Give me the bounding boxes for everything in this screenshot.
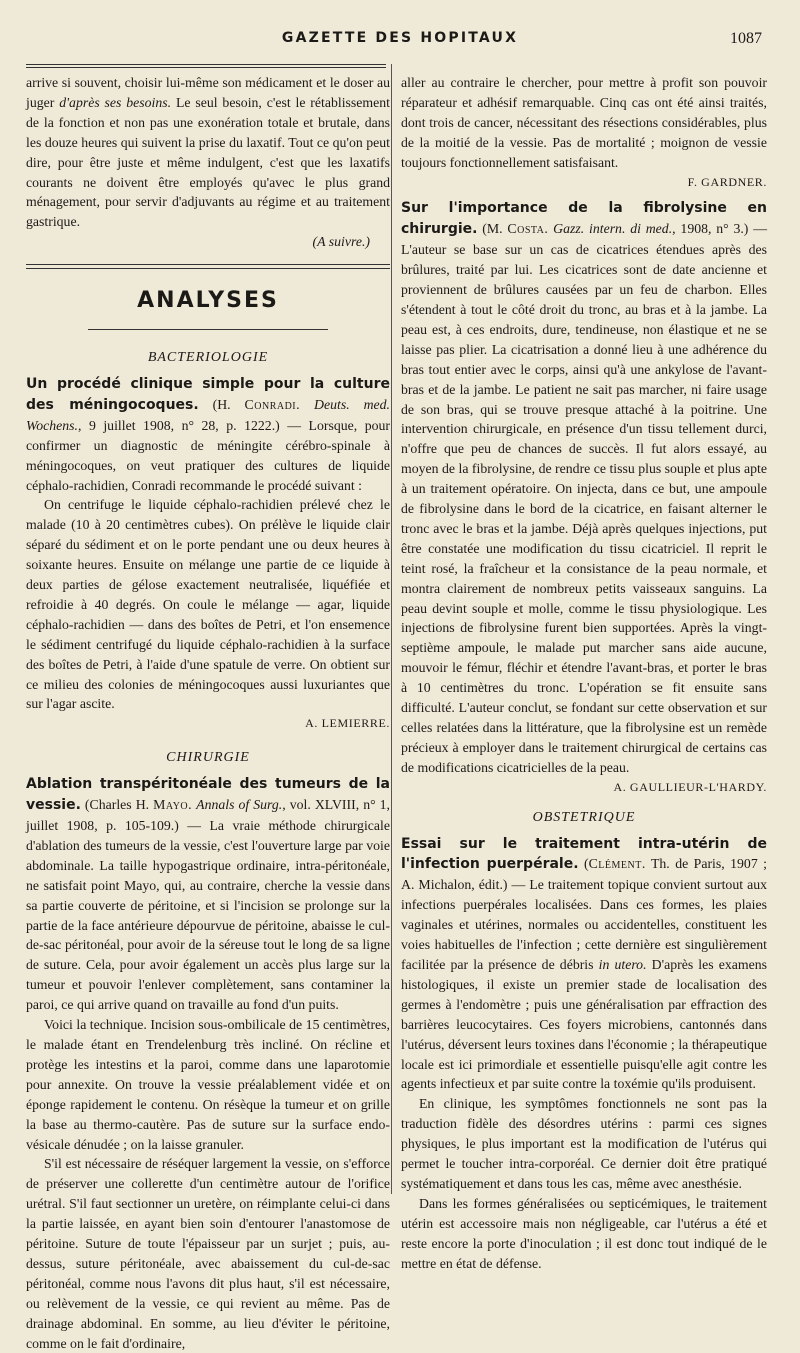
signature: F. GARDNER. — [687, 174, 767, 189]
page-number: 1087 — [730, 30, 762, 47]
article: Ablation transpéritonéale des tumeurs de la vessie. (Charles H. Mayo. Annals of Surg., vol. XLVIII, n° 1, juillet 1908, p. 105-109.) — La vraie méthode chirurgicale d'ablation des tumeurs de la vessie, c'est l'ouverture large par voie abdominale. La taille hypogastrique ordinaire, intra-péritonéale, ne satisfait point Mayo, qui, au contraire, cherche la vessie dans sa partie couverte de péritoine, et si l'incision se prolonge sur la partie de la face antérieure dépourvue de péritoine, abaisse le cul-de-sac péritonéal, pour avoir de la séreuse tout le long de sa ligne de suture. Cela, pour avoir également un accès plus large sur la tumeur et pouvoir l'enlever complètement, sans contaminer la paroi, ce qui arrive quand on travaille au fond d'un puits. — [26, 776, 390, 1013]
title-rule — [88, 329, 328, 330]
article: Essai sur le traitement intra-utérin de l'infection puerpérale. (Clément. Th. de Paris, 1907 ; A. Michalon, édit.) — Le traitement topique convient surtout aux infections puerpérales localisées. Dans ces formes, les plaies vaginales et utérines, normales ou accidentelles, constituent les voies habituelles de l'infection ; cette dernière est singulièrement facilitée par la présence de débris in utero. D'après les examens histologiques, il existe un premier stade de localisation des germes à l'endomètre ; puis une généralisation par effraction des barrières leucocytaires. Ces foyers microbiens, cantonnés dans l'utérus, déversent leurs toxines dans l'économie ; la thérapeutique locale est ici primordiale et essentielle puisqu'elle agit contre les agents infectieux et par suite contre la toxémie qu'ils produisent. — [401, 835, 768, 1092]
section-rule — [26, 264, 390, 265]
article: Un procédé clinique simple pour la culture des méningocoques. (H. Conradi. Deuts. med. Wochens., 9 juillet 1908, n° 28, p. 1222.) — Lorsque, pour confirmer un diagnostic de méningite cérébro-spinale à méningocoques, on veut pratiquer des cultures de liquide céphalo-rachidien, Conradi recommande le procédé suivant : — [26, 375, 391, 493]
journal-title: GAZETTE DES HOPITAUX — [281, 30, 519, 46]
article-title: Essai sur le traitement intra-utérin de l'infection puerpérale. — [401, 835, 767, 873]
rubric-heading: OBSTETRIQUE — [532, 809, 636, 825]
column-divider — [391, 64, 392, 1194]
article-title: Ablation transpéritonéale des tumeurs de la vessie. — [26, 776, 390, 814]
rubric-heading: CHIRURGIE — [166, 750, 250, 766]
paragraph: arrive si souvent, choisir lui-même son médicament et le doser au juger d'après ses besoins. Le seul besoin, c'est le rétablissement de la fonction et non pas une exonération totale et brutale, dans les douze heures qui suivent la prise du laxatif. Tout ce qu'on peut dire, pour être juste et même indulgent, c'est que les laxatifs courants ne doivent être employés qu'avec le plus grand ménagement, pour servir d'adjuvants au régime et au traitement gastrique. — [26, 75, 390, 230]
section-rule — [26, 268, 390, 269]
signature: A. LEMIERRE. — [305, 716, 390, 731]
a-suivre: (A suivre.) — [312, 234, 370, 250]
article-title: Sur l'importance de la fibrolysine en chirurgie. — [401, 200, 767, 238]
paragraph: S'il est nécessaire de réséquer largement la vessie, on s'efforce de préserver une collerette d'un centimètre autour de l'orifice urétral. S'il faut sectionner un uretère, on réimplante celui-ci dans la partie laissée, en ayant bien soin d'entourer l'anastomose de péritoine. Suture de toute l'épaisseur par un surjet ; puis, au-dessus, suture péritonéale, avec abaissement du cul-de-sac péritonéal, comme nous l'avons dit plus haut, s'il est nécessaire, ou relèvement de la vessie, ce qui revient au même. Pas de drainage abdominal. En somme, au lieu d'éviter le péritoine, comme on le fait d'ordinaire, — [26, 1156, 390, 1351]
header-rule — [26, 64, 386, 65]
paragraph: aller au contraire le chercher, pour mettre à profit son pouvoir réparateur et adhésif remarquable. Cinq cas ont été ainsi traités, dont trois de cancer, nécessitant des résections considérables, plus de la moitié de la vessie. Pas de mortalité ; moignon de vessie toujours fonctionnellement satisfaisant. — [401, 75, 767, 170]
running-header — [0, 30, 800, 54]
signature: A. GAULLIEUR-L'HARDY. — [613, 779, 767, 794]
paragraph: Dans les formes généralisées ou septicémiques, le traitement utérin est accessoire mais non négligeable, car l'utérus a été et reste encore la porte d'inoculation ; il est donc tout indiqué de le mettre en état de défense. — [401, 1195, 767, 1271]
article: Sur l'importance de la fibrolysine en chirurgie. (M. Costa. Gazz. intern. di med., 1908, n° 3.) — L'auteur se base sur un cas de cicatrices étendues après des brûlures, traité par lui. Les cicatrices sont de date ancienne et proviennent de brûlures causées par un feu de charbon. Elles s'étendent à tout le côté droit du tronc, au bras et à la jambe. La peau est, à ces endroits, dure, tendineuse, non élastique et ne se laisse pas plier. La cicatrisation a donné lieu à une adhérence du bras tout entier avec le corps, ainsi qu'à une ankylose de l'avant-bras et de la jambe. Le patient ne sait pas marcher, ni faire usage de son bras, qui se trouve presque attaché à la poitrine. Une intervention chirurgicale, en présence d'un tissu tellement durci, n'offre que peu de chances de succès. Il fut alors essayé, au moyen de la fibrolysine, de rendre ce tissu plus souple et plus apte à un traitement opératoire. On injecta, dans ce but, une ampoule de fibrolysine dans le bord de la cicatrice, en faisant alterner le tronc avec le bras et la jambe. Déjà après quelques injections, put être constatée une modification du tissu cicatriciel. Il reprit le teint rosé, la fraîcheur et la consistance de la peau normale, et montra clairement de nombreux petits vaisseaux sanguins. La peau devint souple et molle, comme le tissu physiologique. Les injections de fibrolysine furent bien supportées. Après la vingt-septième ampoule, le malade put marcher sans aide aucune, mouvoir le fémur, fléchir et étendre l'avant-bras, et porter le bras à 10 centimètres du tronc. L'opération se fit ensuite sans difficulté. L'auteur conclut, se fondant sur cette observation et sur celles relatées dans la littérature, que la fibrolysine est un remède précieux à employer dans le traitement chirurgical de certains cas de modifications cicatricielles de la peau. — [401, 200, 767, 775]
section-title: ANALYSES — [137, 288, 279, 314]
paragraph: En clinique, les symptômes fonctionnels ne sont pas la traduction fidèle des désordres utérins : parmi ces signes physiques, le plus important est la modification de l'utérus qui permet le toucher intra-corporéal. Ce dernier doit être pratiqué systématiquement et dans tous les cas, même avec anesthésie. — [401, 1096, 767, 1191]
left-column — [26, 73, 390, 1353]
article-title: Un procédé clinique simple pour la culture des méningocoques. — [26, 375, 390, 413]
paragraph: Voici la technique. Incision sous-ombilicale de 15 centimètres, le malade étant en Trendelenburg très incliné. On récline et protège les intestins et la paroi, comme dans une laparotomie pour annexite. On trouve la vessie préalablement vidée et on éponge rapidement le contenu. On résèque la tumeur et on grille la base au thermo-cautère. Pas de suture sur la surface endo-vésicale dénudée ; on la laisse granuler. — [26, 1017, 390, 1152]
header-rule — [26, 67, 386, 68]
rubric-heading: BACTERIOLOGIE — [147, 350, 269, 366]
right-column — [401, 73, 767, 1273]
paragraph: On centrifuge le liquide céphalo-rachidien prélevé chez le malade (10 à 20 centimètres cubes). On prélève le liquide clair séparé du sédiment et on le porte pendant une ou deux heures à soixante heures. Ensuite on mélange une partie de ce liquide à deux parties de gélose exactement neutralisée, liquéfiée et refroidie à 40 degrés. On coule le mélange — agar, liquide céphalo-rachidien — dans des boîtes de Petri, et l'on ensemence le sédiment centrifugé du liquide céphalo-rachidien à la surface des boîtes de Petri, à l'aide d'une spatule de verre. On obtient sur ce milieu des colonies de méningocoques aussi luxuriantes que sur l'agar ascite. — [26, 497, 390, 712]
